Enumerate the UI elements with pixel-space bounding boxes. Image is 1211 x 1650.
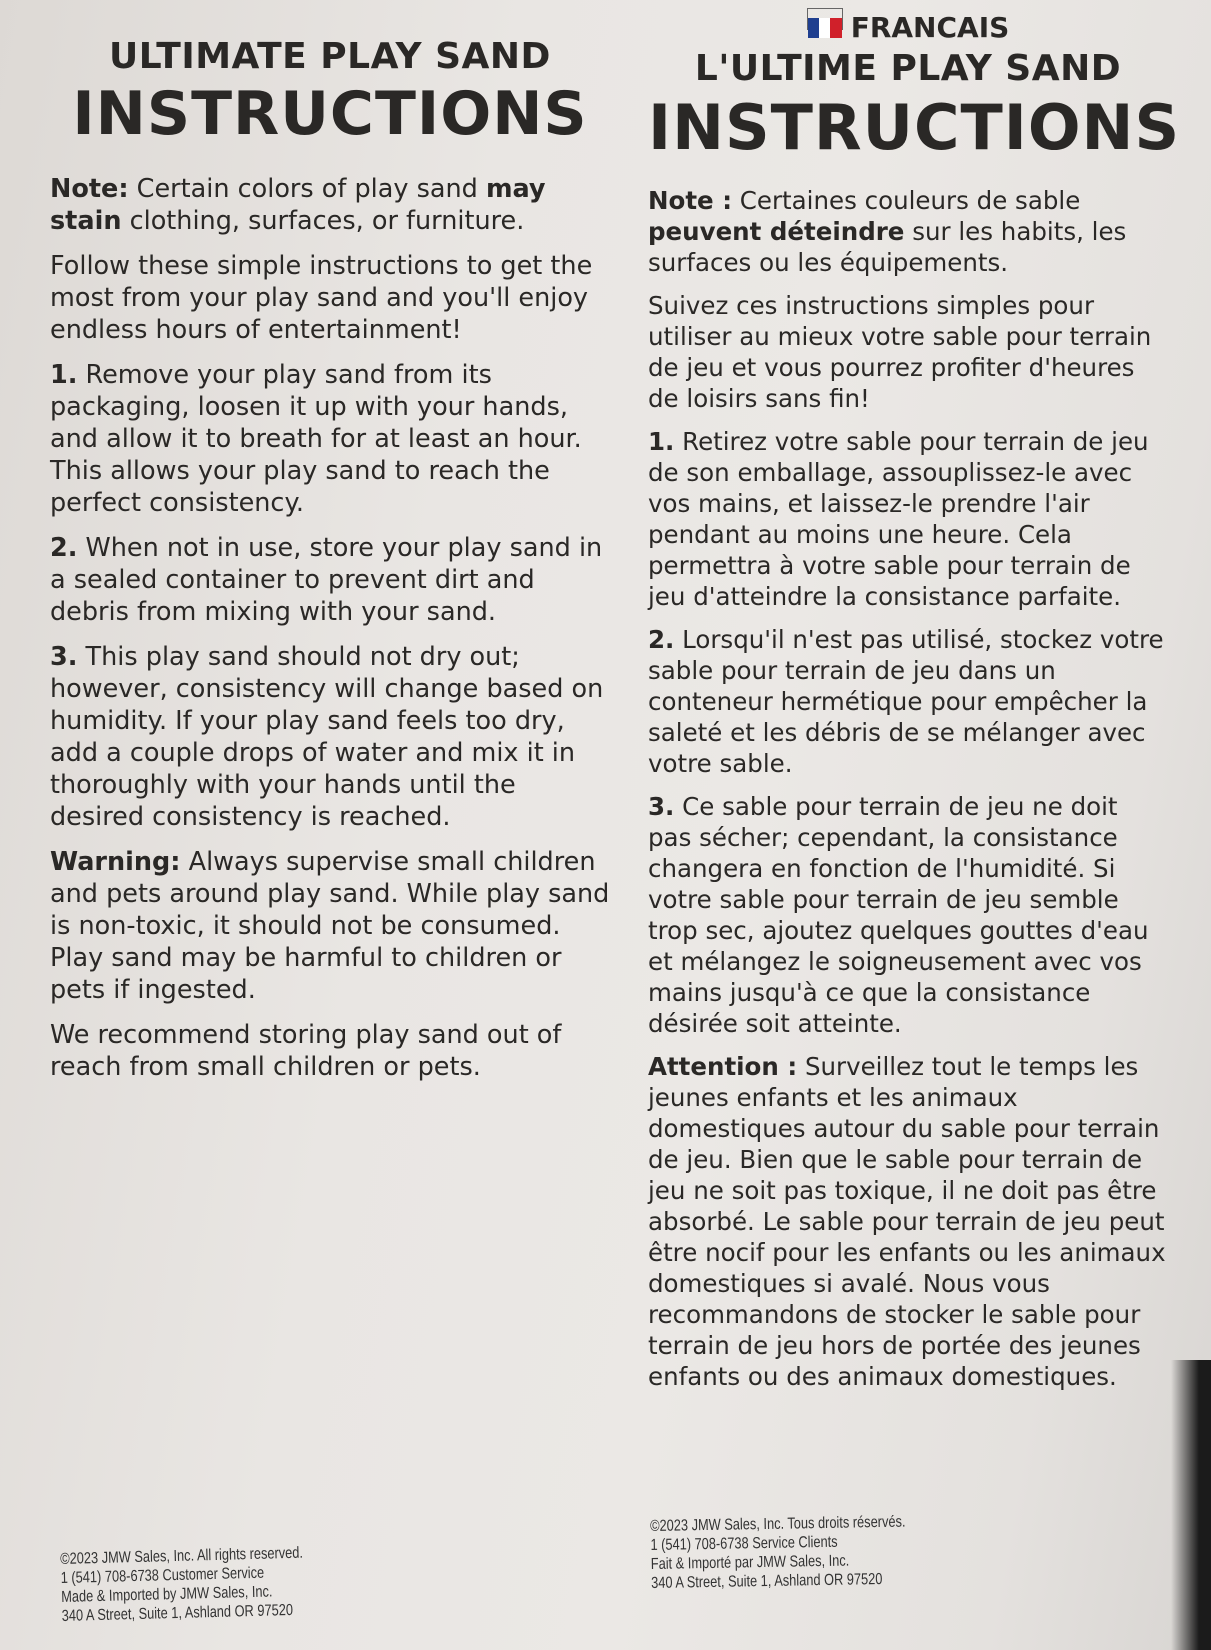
step-number: 3. <box>50 642 78 672</box>
step-number: 2. <box>648 625 675 654</box>
step-number: 3. <box>648 792 675 821</box>
product-subtitle: ULTIMATE PLAY SAND <box>109 36 551 77</box>
language-label: FRANCAIS <box>648 8 1168 48</box>
english-column <box>50 30 610 1096</box>
intro-paragraph-fr: Suivez ces instructions simples pour utiliser au mieux votre sable pour terrain de jeu et vous pourrez profiter d'heures de loisirs sans fin! <box>648 291 1152 413</box>
footer-line: 1 (541) 708-6738 Service Clients <box>650 1533 838 1554</box>
step-3-fr: 3. Ce sable pour terrain de jeu ne doit pas sécher; cependant, la consistance changera en fonction de l'humidité. Si votre sable pour terrain de jeu semble trop sec, ajoutez quelques gouttes d'eau et mélangez le soigneusement avec vos mains jusqu'à ce que la consistance désirée soit atteinte. <box>648 792 1149 1038</box>
footer-line: 340 A Street, Suite 1, Ashland OR 97520 <box>61 1601 294 1625</box>
step-2-fr: 2. Lorsqu'il n'est pas utilisé, stockez votre sable pour terrain de jeu dans un conteneur hermétique pour empêcher la saleté et les débris de se mélanger avec votre sable. <box>648 625 1164 778</box>
step-number: 1. <box>648 427 675 456</box>
footer-line: ©2023 JMW Sales, Inc. Tous droits réservés. <box>650 1513 906 1535</box>
package-edge-shadow <box>1171 1360 1211 1650</box>
french-flag-icon <box>807 8 843 30</box>
step-1: 1. Remove your play sand from its packaging, loosen it up with your hands, and allow it to breath for at least an hour. This allows your play sand to reach the perfect consistency. <box>50 360 582 518</box>
warning-label: Warning: <box>50 847 181 877</box>
product-subtitle-fr: L'ULTIME PLAY SAND <box>694 48 1122 89</box>
footer-english <box>60 1542 365 1626</box>
flag-blue <box>808 18 819 38</box>
warning-paragraph: Warning: Always supervise small children and pets around play sand. While play sand is non-toxic, it should not be consumed. Play sand may be harmful to children or pets if ingested. <box>50 847 610 1005</box>
instructions-title-fr: INSTRUCTIONS <box>648 91 1181 164</box>
recommend-paragraph: We recommend storing play sand out of reach from small children or pets. <box>50 1020 562 1082</box>
intro-paragraph: Follow these simple instructions to get the most from your play sand and you'll enjoy endless hours of entertainment! <box>50 251 593 345</box>
note-paragraph: Note: Certain colors of play sand may stain clothing, surfaces, or furniture. <box>50 174 546 236</box>
footer-line: Made & Imported by JMW Sales, Inc. <box>61 1583 273 1606</box>
step-3: 3. This play sand should not dry out; however, consistency will change based on humidity. If your play sand feels too dry, add a couple drops of water and mix it in thoroughly with your hands until the desired consistency is reached. <box>50 642 604 832</box>
flag-red <box>830 18 841 38</box>
step-1-fr: 1. Retirez votre sable pour terrain de jeu de son emballage, assouplissez-le avec vos mains, et laissez-le prendre l'air pendant au moins une heure. Cela permettra à votre sable pour terrain de jeu d'atteindre la consistance parfaite. <box>648 427 1149 611</box>
note-label: Note: <box>50 174 129 204</box>
step-2: 2. When not in use, store your play sand in a sealed container to prevent dirt and debris from mixing with your sand. <box>50 533 603 627</box>
note-label-fr: Note : <box>648 186 732 215</box>
footer-line: Fait & Importé par JMW Sales, Inc. <box>650 1552 850 1573</box>
instructions-title: INSTRUCTIONS <box>72 79 588 149</box>
step-number: 2. <box>50 533 78 563</box>
step-number: 1. <box>50 360 78 390</box>
flag-white <box>819 18 830 38</box>
note-paragraph-fr: Note : Certaines couleurs de sable peuvent déteindre sur les habits, les surfaces ou les équipements. <box>648 186 1127 277</box>
footer-line: ©2023 JMW Sales, Inc. All rights reserved. <box>60 1544 304 1568</box>
note-emphasis: may stain <box>50 174 546 236</box>
footer-french <box>650 1511 970 1593</box>
footer-line: 1 (541) 708-6738 Customer Service <box>60 1564 265 1587</box>
attention-paragraph: Attention : Surveillez tout le temps les jeunes enfants et les animaux domestiques autour du sable pour terrain de jeu. Bien que le sable pour terrain de jeu ne soit pas toxique, il ne doit pas être absorbé. Le sable pour terrain de jeu peut être nocif pour les enfants ou les animaux domestiques si avalé. Nous vous recommandons de stocker le sable pour terrain de jeu hors de portée des jeunes enfants ou des animaux domestiques. <box>648 1052 1166 1391</box>
footer-line: 340 A Street, Suite 1, Ashland OR 97520 <box>651 1570 883 1592</box>
attention-label: Attention : <box>648 1052 798 1081</box>
note-emphasis-fr: peuvent déteindre <box>648 217 905 246</box>
french-column <box>648 8 1181 1404</box>
